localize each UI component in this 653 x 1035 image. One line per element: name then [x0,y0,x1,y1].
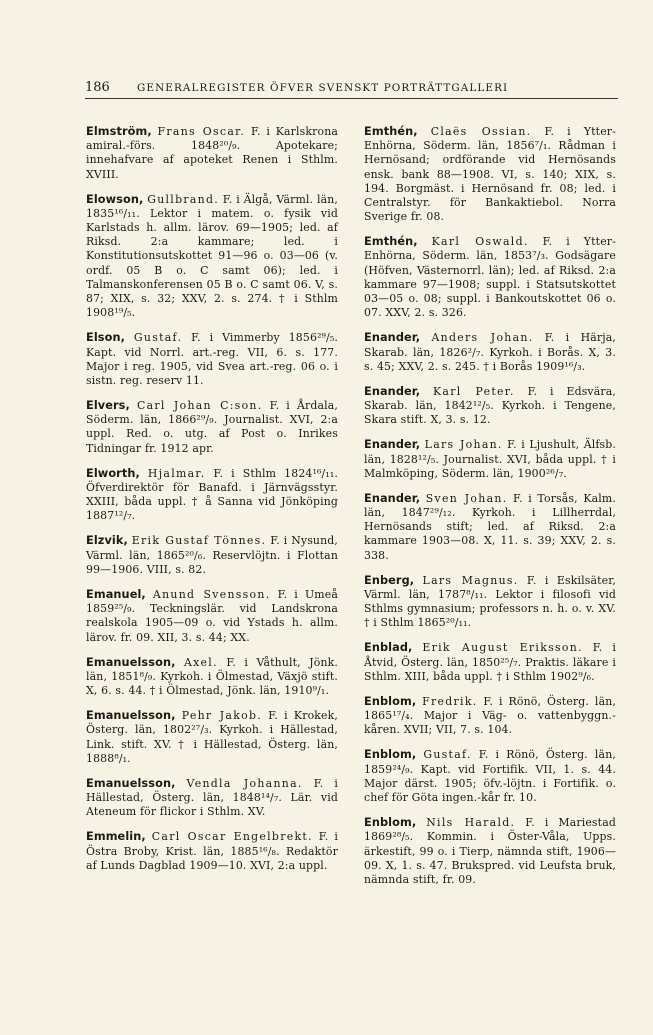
entry-given-name: Anund Svensson. [152,587,271,601]
register-entry [364,816,616,887]
register-entry [364,492,616,563]
entry-given-name: Karl Oswald. [431,235,529,249]
entry-details: F. i Rönö, Österg. län, 1865¹⁷/₄. Major i Väg- o. vattenbyggn.-kåren. XVII; VII, 7. s. 104. [364,694,616,737]
entry-given-name: Lars Magnus. [422,573,519,587]
entry-details: F. i Mariestad 1869²⁸/₅. Kommin. i Öster-Våla, Upps. ärkestift, 99 o. i Tierp, nämnda stift, 1906—09. X, 1. s. 47. Brukspred. vid Leufsta bruk, nämnda stift, fr. 09. [364,816,616,886]
register-entry [86,399,338,456]
register-entry [364,235,616,320]
entry-surname: Emthén, [364,235,418,249]
entry-given-name: Erik Gustaf Tönnes. [131,534,267,548]
entry-given-name: Fredrik. [422,694,478,708]
entry-given-name: Gustaf. [423,748,472,762]
entry-surname: Elzvik, [86,534,128,548]
entry-details: F. i Östra Broby, Krist. län, 1885¹⁶/₈. Redaktör af Lunds Dagblad 1909—10. XVI, 2:a uppl. [86,830,338,872]
entry-details: F. i Umeå 1859²⁵/₉. Teckningslär. vid Landskrona realskola 1905—09 o. vid Ystads h. allm. lärov. fr. 09. XII, 3. s. 44; XX. [86,587,339,644]
entry-surname: Elworth, [86,466,140,480]
entry-surname: Elvers, [86,399,130,413]
register-entry [86,830,338,873]
entry-surname: Enberg, [364,573,415,587]
entry-surname: Emanuelsson, [86,776,176,790]
entry-details: F. i Åtvid, Österg. län, 1850²⁵/₇. Praktis. läkare i Sthlm. XIII, båda uppl. † i Sthlm 1902⁹/₆. [364,641,616,683]
entry-given-name: Axel. [183,655,218,669]
entry-given-name: Nils Harald. [426,816,516,830]
entry-details: F. i Hällestad, Österg. län, 1848¹⁴/₇. Lär. vid Ateneum för flickor i Sthlm. XV. [86,776,338,819]
register-entry [364,331,616,374]
entry-details: F. i Årdala, Söderm. län, 1866²⁹/₉. Journalist. XVI, 2:a uppl. Red. o. utg. af Post o. Inrikes Tidningar fr. 1912 apr. [86,399,338,455]
entry-given-name: Sven Johan. [425,491,508,505]
entry-details: F. i Ytter-Enhörna, Söderm. län, 1856⁷/₁. Rådman i Hernösand; ordförande vid Hernösands ensk. bank 88—1908. VI, s. 140; XIX, s. 194. Borgmäst. i Hernösand fr. 08; led. i Centralstyr. för Bankaktiebol. Norra Sverige fr. 08. [364,124,616,224]
entry-surname: Enander, [364,384,421,398]
right-column [364,114,616,897]
page-header [85,76,618,99]
entry-details: F. i Torsås, Kalm. län, 1847²⁹/₁₂. Kyrkoh. i Lillherrdal, Hernösands stift; led. af Riksd. 2:a kammare 1903—08. X, 11. s. 39; XXV, 2. s. 338. [364,491,616,562]
entry-given-name: Lars Johan. [424,438,503,452]
entry-details: F. i Eskilsäter, Värml. län, 1787⁸/₁₁. Lektor i filosofi vid Sthlms gymnasium; professors n. h. o. v. XV. † i Sthlm 1865²⁰/₁₁. [364,573,617,630]
entry-surname: Enander, [364,331,421,345]
running-title: GENERALREGISTER ÖFVER SVENSKT PORTRÄTTGALLERI [137,82,509,94]
register-entry [364,748,616,805]
entry-details: F. i Våthult, Jönk. län, 1851⁸/₉. Kyrkoh. i Ölmestad, Växjö stift. X, 6. s. 44. † i Ölmestad, Jönk. län, 1910⁹/₁. [86,655,338,698]
entry-details: F. i Härja, Skarab. län, 1826²/₇. Kyrkoh. i Borås. X, 3. s. 45; XXV, 2. s. 245. † i Borås 1909¹⁶/₃. [364,331,616,373]
entry-surname: Emanuelsson, [86,655,176,669]
entry-details: F. i Ytter-Enhörna, Söderm. län, 1853⁷/₃. Godsägare (Höfven, Västernorrl. län); led. af Riksd. 2:a kammare 97—1908; suppl. i Statsutskottet 03—05 o. 08; suppl. i Bankoutskottet 06 o. 07. XXV, 2. s. 326. [364,235,616,320]
entry-given-name: Hjalmar. [147,466,206,480]
entry-details: F. i Älgå, Värml. län, 1835¹⁶/₁₁. Lektor i matem. o. fysik vid Karlstads h. allm. lärov. 69—1905; led. af Riksd. 2:a kammare; led. i Konstitutionsutskottet 91—96 o. 03—06 (v. ordf. 05 B o. C samt 06); led. i Talmanskonferensen 05 B o. C samt 06. V, s. 87; XIX, s. 32; XXV, 2. s. 274. † i Sthlm 1908¹⁹/₅. [86,192,338,320]
entry-surname: Enander, [364,438,421,452]
entry-details: F. i Ljushult, Älfsb. län, 1828¹²/₅. Journalist. XVI, båda uppl. † i Malmköping, Söderm. län, 1900²⁶/₇. [364,438,617,480]
entry-details: F. i Karlskrona amiral.-förs. 1848²⁰/₉. Apotekare; innehafvare af apoteket Renen i Sthlm. XVIII. [86,124,338,181]
entry-surname: Enander, [364,491,421,505]
register-entry [86,588,338,645]
entry-details: F. i Nysund, Värml. län, 1865²⁰/₆. Reservlöjtn. i Flottan 99—1906. VIII, s. 82. [86,534,338,576]
entry-given-name: Erik August Eriksson. [422,641,583,655]
entry-surname: Elmström, [86,124,152,138]
entry-given-name: Gullbrand. [147,192,220,206]
register-entry [86,467,338,524]
entry-surname: Enblom, [364,694,417,708]
register-entry [86,125,338,182]
register-entry [364,385,616,428]
left-column [86,114,338,883]
entry-details: F. i Vimmerby 1856²⁹/₅. Kapt. vid Norrl. art.-reg. VII, 6. s. 177. Major i reg. 1905, vid Svea art.-reg. 06 o. i sistn. reg. reserv 11. [86,331,338,387]
entry-surname: Emanuel, [86,587,146,601]
entry-surname: Enblom, [364,816,417,830]
register-entry [364,641,616,684]
entry-surname: Elson, [86,331,126,345]
entry-surname: Enblad, [364,641,413,655]
entry-given-name: Frans Oscar. [157,124,246,138]
register-entry [364,574,616,631]
page-number: 186 [85,80,110,95]
entry-details: F. i Rönö, Österg. län, 1859²⁴/₉. Kapt. vid Fortifik. VII, 1. s. 44. Major därst. 1905; öfv.-löjtn. i Fortifik. o. chef för Göta ingen.-kår fr. 10. [364,748,616,805]
register-entry [86,193,338,321]
register-entry [86,777,338,820]
register-entry [86,331,338,388]
entry-given-name: Pehr Jakob. [181,709,263,723]
entry-details: F. i Krokek, Österg. län, 1802²⁷/₃. Kyrkoh. i Hällestad, Link. stift. XV. † i Hällestad, Österg. län, 1888⁸/₁. [86,709,338,765]
entry-given-name: Carl Oscar Engelbrekt. [151,830,313,844]
entry-given-name: Carl Johan C:son. [136,399,263,413]
entry-surname: Enblom, [364,748,417,762]
entry-given-name: Vendla Johanna. [186,776,303,790]
entry-given-name: Anders Johan. [431,331,534,345]
register-entry [364,695,616,738]
entry-surname: Emmelin, [86,830,146,844]
entry-details: F. i Sthlm 1824¹⁶/₁₁. Öfverdirektör för Banafd. i Järnvägsstyr. XXIII, båda uppl. † å Sanna vid Jönköping 1887¹²/₇. [86,466,338,523]
register-entry [364,125,616,224]
register-entry [86,534,338,577]
register-entry [86,709,338,766]
entry-surname: Elowson, [86,192,144,206]
register-entry [86,656,338,699]
entry-surname: Emthén, [364,124,418,138]
entry-given-name: Claës Ossian. [430,124,532,138]
entry-details: F. i Edsvära, Skarab. län, 1842¹²/₅. Kyrkoh. i Tengene, Skara stift. X, 3. s. 12. [364,384,616,427]
entry-surname: Emanuelsson, [86,709,176,723]
entry-given-name: Gustaf. [133,331,183,345]
entry-given-name: Karl Peter. [432,384,515,398]
register-entry [364,438,616,481]
